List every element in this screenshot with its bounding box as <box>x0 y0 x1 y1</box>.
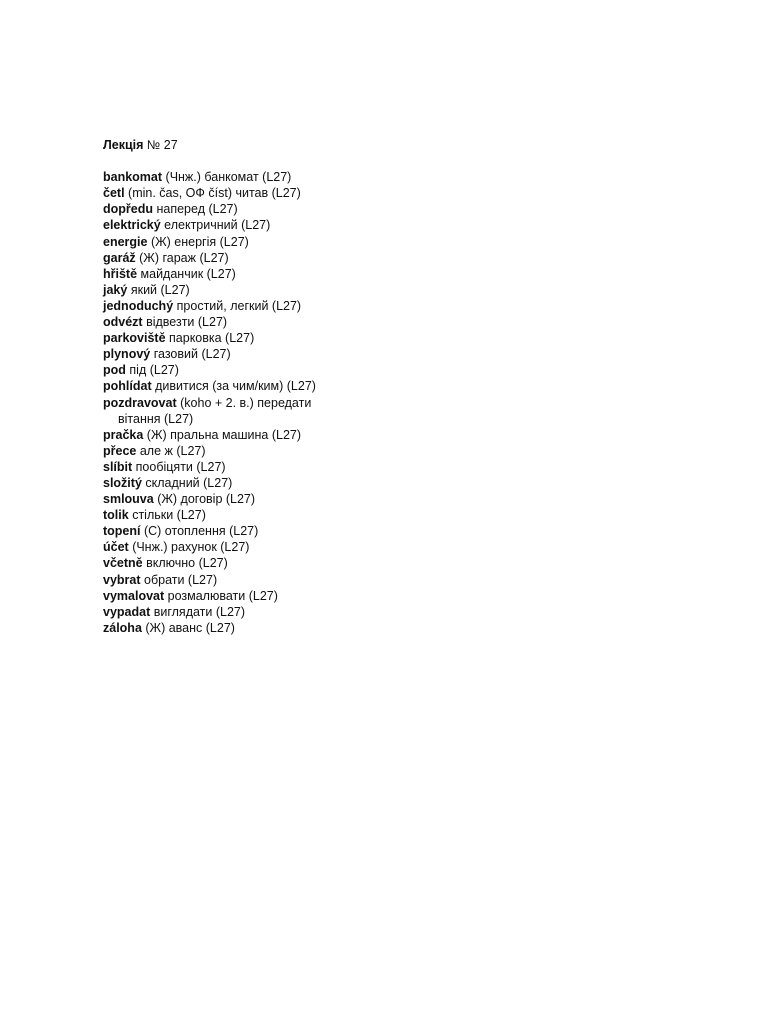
vocab-definition: газовий (L27) <box>153 347 231 362</box>
vocab-definition: пообіцяти (L27) <box>135 459 226 474</box>
vocab-definition: (С) отоплення (L27) <box>143 524 259 539</box>
vocab-term: vybrat <box>103 572 141 587</box>
vocab-entry <box>103 588 703 604</box>
vocab-entry <box>103 475 703 491</box>
vocab-definition: (Ж) енергія (L27) <box>150 234 249 249</box>
vocab-definition: (Ж) аванс (L27) <box>145 620 235 635</box>
vocab-term: jednoduchý <box>103 298 174 313</box>
vocab-entry <box>103 169 703 185</box>
vocab-definition: (min. čas, ОФ číst) читав (L27) <box>128 186 301 201</box>
vocab-definition: складний (L27) <box>145 475 233 490</box>
vocab-term: elektrický <box>103 218 161 233</box>
vocab-definition: але ж (L27) <box>139 443 206 458</box>
vocab-term: složitý <box>103 475 142 490</box>
vocab-term: vypadat <box>103 604 151 619</box>
vocab-term: pračka <box>103 427 144 442</box>
vocab-entry <box>103 507 703 523</box>
vocab-term: slíbit <box>103 459 133 474</box>
lecture-label: Лекція <box>103 138 144 152</box>
vocab-definition: дивитися (за чим/ким) (L27) <box>155 379 316 394</box>
vocab-term: topení <box>103 524 141 539</box>
vocab-entry <box>103 572 703 588</box>
vocab-entry <box>103 427 703 443</box>
vocab-term: garáž <box>103 250 136 265</box>
vocab-definition: (Чнж.) рахунок (L27) <box>132 540 250 555</box>
vocab-entry <box>103 491 703 507</box>
vocab-definition: (Ж) пральна машина (L27) <box>146 427 302 442</box>
vocab-entry <box>103 443 703 459</box>
vocab-entry <box>103 395 703 427</box>
vocab-entry <box>103 234 703 250</box>
vocab-term: plynový <box>103 347 151 362</box>
vocab-term: odvézt <box>103 315 143 330</box>
vocab-term: pozdravovat <box>103 395 177 410</box>
vocab-entry <box>103 346 703 362</box>
vocab-entry <box>103 539 703 555</box>
vocab-entry <box>103 250 703 266</box>
vocab-term: včetně <box>103 556 143 571</box>
vocab-definition: (koho + 2. в.) передати <box>180 395 312 410</box>
vocab-definition: (Ж) гараж (L27) <box>139 250 229 265</box>
vocab-term: bankomat <box>103 170 163 185</box>
vocab-term: četl <box>103 186 125 201</box>
vocab-entry <box>103 604 703 620</box>
lecture-heading <box>103 137 703 153</box>
vocab-entry <box>103 330 703 346</box>
vocab-entry <box>103 620 703 636</box>
vocab-term: tolik <box>103 508 129 523</box>
vocab-entry <box>103 217 703 233</box>
vocab-term: pohlídat <box>103 379 152 394</box>
lecture-number: № 27 <box>146 138 178 152</box>
vocab-definition: виглядати (L27) <box>153 604 246 619</box>
vocab-entry <box>103 314 703 330</box>
vocab-term: účet <box>103 540 129 555</box>
vocab-entry <box>103 282 703 298</box>
vocab-term: energie <box>103 234 148 249</box>
vocab-definition: обрати (L27) <box>144 572 218 587</box>
vocab-definition: майданчик (L27) <box>140 266 236 281</box>
vocab-term: parkoviště <box>103 331 166 346</box>
vocab-definition: включно (L27) <box>146 556 228 571</box>
vocab-definition: під (L27) <box>129 363 179 378</box>
vocab-term: jaký <box>103 282 128 297</box>
vocab-term: vymalovat <box>103 588 165 603</box>
vocab-definition: (Чнж.) банкомат (L27) <box>165 170 292 185</box>
vocab-entry <box>103 378 703 394</box>
document-page <box>103 137 703 636</box>
vocab-entry <box>103 523 703 539</box>
vocab-definition: стільки (L27) <box>132 508 206 523</box>
vocab-entry <box>103 201 703 217</box>
vocab-term: přece <box>103 443 137 458</box>
vocab-entry <box>103 185 703 201</box>
vocab-entry <box>103 362 703 378</box>
vocab-term: dopředu <box>103 202 153 217</box>
vocab-definition: який (L27) <box>130 282 190 297</box>
vocab-definition: електричний (L27) <box>164 218 271 233</box>
vocab-entry <box>103 266 703 282</box>
vocab-entry <box>103 298 703 314</box>
vocab-term: pod <box>103 363 126 378</box>
vocab-definition-continuation: вітання (L27) <box>118 411 194 426</box>
vocabulary-list <box>103 169 703 636</box>
vocab-entry <box>103 555 703 571</box>
vocab-definition: розмалювати (L27) <box>167 588 278 603</box>
vocab-entry <box>103 459 703 475</box>
vocab-definition: простий, легкий (L27) <box>176 298 302 313</box>
vocab-term: záloha <box>103 620 142 635</box>
vocab-definition: відвезти (L27) <box>146 315 228 330</box>
vocab-definition: наперед (L27) <box>156 202 238 217</box>
vocab-definition: парковка (L27) <box>169 331 255 346</box>
vocab-term: hřiště <box>103 266 138 281</box>
vocab-term: smlouva <box>103 492 154 507</box>
vocab-definition: (Ж) договір (L27) <box>157 492 256 507</box>
